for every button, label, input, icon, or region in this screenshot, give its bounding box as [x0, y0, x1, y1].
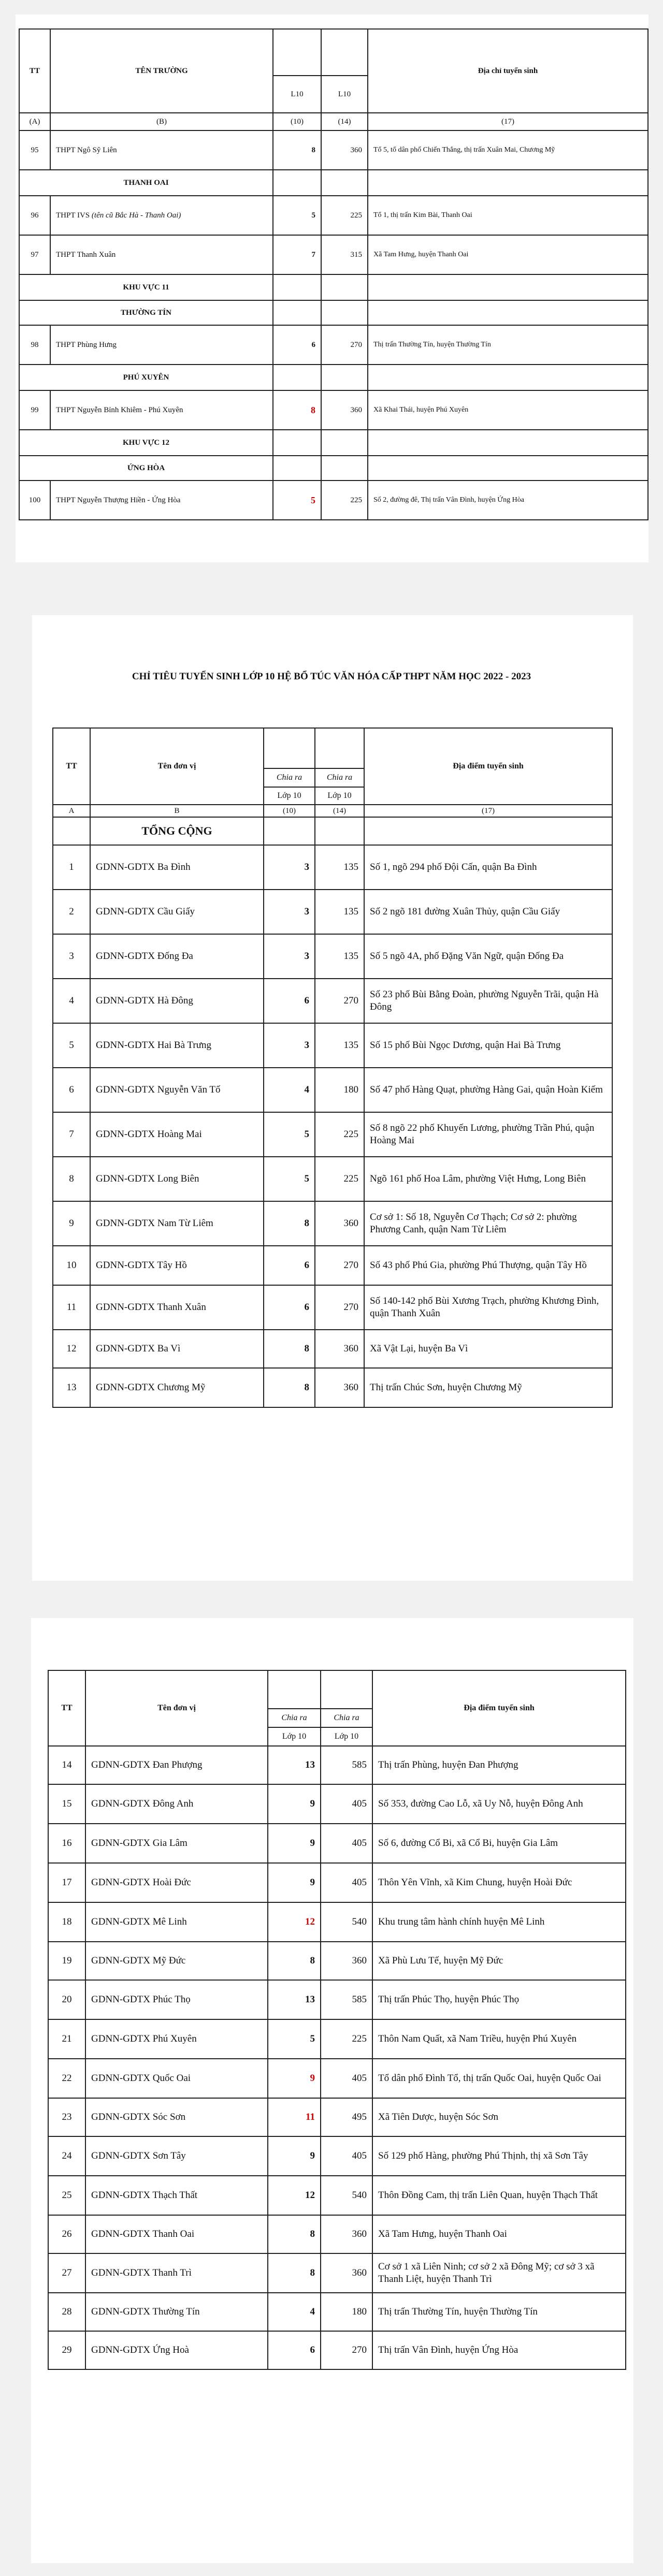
area-label: KHU VỰC 11 — [19, 274, 273, 300]
table-row — [53, 1068, 612, 1112]
row-address: Số 6, đường Cổ Bi, xã Cổ Bi, huyện Gia Lâm — [372, 1824, 626, 1863]
row-classes: 3 — [264, 934, 315, 979]
table-row — [53, 979, 612, 1023]
district-row — [19, 170, 648, 196]
row-unit-name: GDNN-GDTX Thanh Trì — [85, 2253, 268, 2293]
table-row — [53, 1023, 612, 1068]
row-students: 225 — [321, 481, 368, 520]
row-address: Số 15 phố Bùi Ngọc Dương, quận Hai Bà Trưng — [364, 1023, 612, 1068]
row-classes: 3 — [264, 845, 315, 890]
row-classes: 5 — [264, 1112, 315, 1157]
row-tt: 3 — [53, 934, 90, 979]
row-tt: 18 — [48, 1902, 85, 1942]
row-address: Số 23 phố Bùi Bằng Đoàn, phường Nguyễn Trãi, quận Hà Đông — [364, 979, 612, 1023]
row-unit-name: GDNN-GDTX Mê Linh — [85, 1902, 268, 1942]
row-unit-name: GDNN-GDTX Hoài Đức — [85, 1863, 268, 1902]
row-address: Số 353, đường Cao Lỗ, xã Uy Nỗ, huyện Đông Anh — [372, 1784, 626, 1824]
header-chiara-b: Chia ra — [321, 1709, 372, 1727]
row-classes: 8 — [264, 1201, 315, 1246]
row-address: Ngõ 161 phố Hoa Lâm, phường Việt Hưng, Long Biên — [364, 1157, 612, 1201]
code-10: (10) — [264, 805, 315, 817]
code-14: (14) — [321, 113, 368, 130]
table-row — [48, 1824, 626, 1863]
row-tt: 2 — [53, 890, 90, 934]
row-address: Số 8 ngõ 22 phố Khuyến Lương, phường Trần Phú, quận Hoàng Mai — [364, 1112, 612, 1157]
row-students: 360 — [321, 130, 368, 170]
row-classes: 9 — [268, 1784, 321, 1824]
gdtx-table-part1 — [52, 727, 613, 1408]
code-b: B — [90, 805, 264, 817]
row-students: 135 — [315, 934, 364, 979]
row-classes: 8 — [264, 1368, 315, 1407]
row-classes: 8 — [268, 1942, 321, 1980]
table-row — [48, 1863, 626, 1902]
table-row — [19, 196, 648, 235]
table-row — [48, 2253, 626, 2293]
row-school-name — [50, 196, 273, 235]
row-classes: 5 — [268, 2019, 321, 2059]
row-tt: 19 — [48, 1942, 85, 1980]
row-students: 270 — [315, 1246, 364, 1285]
row-students: 225 — [321, 2019, 372, 2059]
row-tt: 23 — [48, 2098, 85, 2136]
header-location: Địa điểm tuyển sinh — [364, 728, 612, 805]
row-tt: 12 — [53, 1330, 90, 1368]
row-unit-name: GDNN-GDTX Chương Mỹ — [90, 1368, 264, 1407]
school-name-text: THPT IVS — [56, 211, 90, 220]
row-address: Thôn Nam Quất, xã Nam Triều, huyện Phú Xuyên — [372, 2019, 626, 2059]
table-row — [19, 130, 648, 170]
row-address: Tổ 1, thị trấn Kim Bài, Thanh Oai — [368, 196, 648, 235]
code-10: (10) — [273, 113, 321, 130]
row-unit-name: GDNN-GDTX Nguyễn Văn Tố — [90, 1068, 264, 1112]
row-classes: 6 — [264, 1246, 315, 1285]
code-b: (B) — [50, 113, 273, 130]
row-tt: 100 — [19, 481, 50, 520]
row-students: 540 — [321, 2176, 372, 2215]
row-address: Số 140-142 phố Bùi Xương Trạch, phường Khương Đình, quận Thanh Xuân — [364, 1285, 612, 1330]
row-tt: 99 — [19, 390, 50, 430]
row-students: 225 — [315, 1112, 364, 1157]
row-address: Xã Vật Lại, huyện Ba Vì — [364, 1330, 612, 1368]
row-unit-name: GDNN-GDTX Ứng Hoà — [85, 2331, 268, 2369]
row-unit-name: GDNN-GDTX Phú Xuyên — [85, 2019, 268, 2059]
row-unit-name: GDNN-GDTX Sóc Sơn — [85, 2098, 268, 2136]
table-row — [53, 845, 612, 890]
table-row — [19, 390, 648, 430]
row-classes: 7 — [273, 235, 321, 274]
table-row — [53, 934, 612, 979]
row-tt: 6 — [53, 1068, 90, 1112]
row-tt: 16 — [48, 1824, 85, 1863]
row-classes: 8 — [273, 390, 321, 430]
table-row — [53, 1368, 612, 1407]
row-tt: 13 — [53, 1368, 90, 1407]
row-classes: 6 — [264, 979, 315, 1023]
row-unit-name: GDNN-GDTX Tây Hồ — [90, 1246, 264, 1285]
row-unit-name: GDNN-GDTX Đan Phượng — [85, 1746, 268, 1784]
row-classes: 9 — [268, 2136, 321, 2176]
school-table-top — [19, 28, 648, 520]
row-students: 360 — [321, 2215, 372, 2253]
row-tt: 1 — [53, 845, 90, 890]
row-students: 405 — [321, 1824, 372, 1863]
row-classes: 4 — [268, 2293, 321, 2331]
table-row — [19, 325, 648, 365]
row-tt: 4 — [53, 979, 90, 1023]
row-classes: 12 — [268, 1902, 321, 1942]
row-unit-name: GDNN-GDTX Đông Anh — [85, 1784, 268, 1824]
row-unit-name: GDNN-GDTX Mỹ Đức — [85, 1942, 268, 1980]
row-address: Thị trấn Chúc Sơn, huyện Chương Mỹ — [364, 1368, 612, 1407]
row-tt: 95 — [19, 130, 50, 170]
code-14: (14) — [315, 805, 364, 817]
header-location: Địa điểm tuyển sinh — [372, 1670, 626, 1746]
row-classes: 6 — [268, 2331, 321, 2369]
row-tt: 29 — [48, 2331, 85, 2369]
row-tt: 17 — [48, 1863, 85, 1902]
header-tt: TT — [53, 728, 90, 805]
header-l10-a: L10 — [273, 76, 321, 113]
row-school-name: THPT Nguyễn Bỉnh Khiêm - Phú Xuyên — [50, 390, 273, 430]
row-unit-name: GDNN-GDTX Hai Bà Trưng — [90, 1023, 264, 1068]
table-row — [48, 1980, 626, 2019]
row-address: Thị trấn Thường Tín, huyện Thường Tín — [372, 2293, 626, 2331]
row-students: 270 — [321, 2331, 372, 2369]
row-students: 225 — [315, 1157, 364, 1201]
row-tt: 9 — [53, 1201, 90, 1246]
row-tt: 20 — [48, 1980, 85, 2019]
row-students: 135 — [315, 1023, 364, 1068]
row-unit-name: GDNN-GDTX Sơn Tây — [85, 2136, 268, 2176]
row-unit-name: GDNN-GDTX Quốc Oai — [85, 2059, 268, 2098]
row-students: 405 — [321, 1863, 372, 1902]
code-a: (A) — [19, 113, 50, 130]
row-tt: 22 — [48, 2059, 85, 2098]
row-tt: 96 — [19, 196, 50, 235]
total-row — [53, 817, 612, 845]
table-row — [48, 1784, 626, 1824]
page-title: CHỈ TIÊU TUYỂN SINH LỚP 10 HỆ BỔ TÚC VĂN HÓA CẤP THPT NĂM HỌC 2022 - 2023 — [132, 671, 531, 682]
district-label: THANH OAI — [19, 170, 273, 196]
row-tt: 27 — [48, 2253, 85, 2293]
row-address: Cơ sở 1 xã Liên Ninh; cơ sở 2 xã Đông Mỹ; cơ sở 3 xã Thanh Liệt, huyện Thanh Trì — [372, 2253, 626, 2293]
row-unit-name: GDNN-GDTX Gia Lâm — [85, 1824, 268, 1863]
row-classes: 6 — [273, 325, 321, 365]
area-label: KHU VỰC 12 — [19, 430, 273, 456]
row-unit-name: GDNN-GDTX Ba Đình — [90, 845, 264, 890]
district-label: THƯỜNG TÍN — [19, 300, 273, 325]
row-students: 540 — [321, 1902, 372, 1942]
row-classes: 8 — [264, 1330, 315, 1368]
school-name-note: (tên cũ Bắc Hà - Thanh Oai) — [91, 211, 181, 220]
row-address: Xã Khai Thái, huyện Phú Xuyên — [368, 390, 648, 430]
row-school-name: THPT Phùng Hưng — [50, 325, 273, 365]
row-address: Xã Phù Lưu Tế, huyện Mỹ Đức — [372, 1942, 626, 1980]
table-row — [48, 1746, 626, 1784]
row-students: 270 — [315, 1285, 364, 1330]
row-classes: 8 — [268, 2215, 321, 2253]
row-students: 135 — [315, 890, 364, 934]
row-classes: 8 — [273, 130, 321, 170]
row-classes: 3 — [264, 890, 315, 934]
row-students: 135 — [315, 845, 364, 890]
header-lop10-b: Lớp 10 — [321, 1727, 372, 1746]
row-unit-name: GDNN-GDTX Hoàng Mai — [90, 1112, 264, 1157]
row-address: Số 5 ngõ 4A, phố Đặng Văn Ngữ, quận Đống Đa — [364, 934, 612, 979]
area-row — [19, 430, 648, 456]
header-lop10-a: Lớp 10 — [264, 787, 315, 805]
row-unit-name: GDNN-GDTX Phúc Thọ — [85, 1980, 268, 2019]
code-17: (17) — [368, 113, 648, 130]
row-unit-name: GDNN-GDTX Ba Vì — [90, 1330, 264, 1368]
row-tt: 14 — [48, 1746, 85, 1784]
header-chiara-b: Chia ra — [315, 768, 364, 787]
row-students: 360 — [321, 390, 368, 430]
row-classes: 5 — [273, 481, 321, 520]
row-classes: 6 — [264, 1285, 315, 1330]
table-row — [53, 890, 612, 934]
district-label: ỨNG HÒA — [19, 456, 273, 481]
row-address: Xã Tiên Dược, huyện Sóc Sơn — [372, 2098, 626, 2136]
row-address: Số 2, đường đê, Thị trấn Vân Đình, huyện Ứng Hòa — [368, 481, 648, 520]
table-row — [19, 481, 648, 520]
row-students: 270 — [321, 325, 368, 365]
table-row — [48, 1942, 626, 1980]
table-row — [48, 2331, 626, 2369]
table-row — [48, 2059, 626, 2098]
table-row — [48, 2176, 626, 2215]
header-address: Địa chỉ tuyển sinh — [368, 29, 648, 113]
code-17: (17) — [364, 805, 612, 817]
row-classes: 9 — [268, 1824, 321, 1863]
code-a: A — [53, 805, 90, 817]
table-row — [48, 2019, 626, 2059]
row-tt: 97 — [19, 235, 50, 274]
row-address: Xã Tam Hưng, huyện Thanh Oai — [368, 235, 648, 274]
row-students: 360 — [315, 1201, 364, 1246]
table-row — [48, 2215, 626, 2253]
row-address: Số 1, ngõ 294 phố Đội Cấn, quận Ba Đình — [364, 845, 612, 890]
row-tt: 8 — [53, 1157, 90, 1201]
row-tt: 5 — [53, 1023, 90, 1068]
table-row — [48, 2293, 626, 2331]
row-tt: 98 — [19, 325, 50, 365]
total-label: TỔNG CỘNG — [90, 817, 264, 845]
row-classes: 13 — [268, 1980, 321, 2019]
row-tt: 28 — [48, 2293, 85, 2331]
header-unit-name: Tên đơn vị — [85, 1670, 268, 1746]
row-students: 360 — [321, 2253, 372, 2293]
row-unit-name: GDNN-GDTX Thường Tín — [85, 2293, 268, 2331]
table-row — [48, 1902, 626, 1942]
row-tt: 10 — [53, 1246, 90, 1285]
row-unit-name: GDNN-GDTX Cầu Giấy — [90, 890, 264, 934]
row-unit-name: GDNN-GDTX Thạch Thất — [85, 2176, 268, 2215]
row-students: 585 — [321, 1980, 372, 2019]
row-students: 360 — [321, 1942, 372, 1980]
row-school-name: THPT Nguyễn Thượng Hiền - Ứng Hòa — [50, 481, 273, 520]
row-students: 360 — [315, 1330, 364, 1368]
table-row — [53, 1157, 612, 1201]
row-tt: 24 — [48, 2136, 85, 2176]
row-unit-name: GDNN-GDTX Thanh Oai — [85, 2215, 268, 2253]
row-classes: 3 — [264, 1023, 315, 1068]
table-row — [53, 1112, 612, 1157]
table-row — [19, 235, 648, 274]
row-address: Số 129 phố Hàng, phường Phú Thịnh, thị xã Sơn Tây — [372, 2136, 626, 2176]
row-address: Khu trung tâm hành chính huyện Mê Linh — [372, 1902, 626, 1942]
row-address: Cơ sở 1: Số 18, Nguyễn Cơ Thạch; Cơ sở 2: phường Phương Canh, quận Nam Từ Liêm — [364, 1201, 612, 1246]
row-unit-name: GDNN-GDTX Nam Từ Liêm — [90, 1201, 264, 1246]
row-classes: 13 — [268, 1746, 321, 1784]
district-row — [19, 365, 648, 390]
row-classes: 5 — [273, 196, 321, 235]
row-school-name: THPT Ngô Sỹ Liên — [50, 130, 273, 170]
table-row — [53, 1246, 612, 1285]
row-students: 315 — [321, 235, 368, 274]
row-students: 180 — [315, 1068, 364, 1112]
row-students: 405 — [321, 2136, 372, 2176]
row-address: Số 47 phố Hàng Quạt, phường Hàng Gai, quận Hoàn Kiếm — [364, 1068, 612, 1112]
row-unit-name: GDNN-GDTX Đống Đa — [90, 934, 264, 979]
header-lop10-b: Lớp 10 — [315, 787, 364, 805]
header-unit-name: Tên đơn vị — [90, 728, 264, 805]
header-chiara-a: Chia ra — [264, 768, 315, 787]
row-tt: 15 — [48, 1784, 85, 1824]
table-row — [48, 2098, 626, 2136]
row-classes: 11 — [268, 2098, 321, 2136]
row-school-name: THPT Thanh Xuân — [50, 235, 273, 274]
header-tt: TT — [48, 1670, 85, 1746]
row-classes: 12 — [268, 2176, 321, 2215]
row-students: 360 — [315, 1368, 364, 1407]
gdtx-table-part2 — [48, 1670, 626, 2370]
row-classes: 9 — [268, 1863, 321, 1902]
district-row — [19, 456, 648, 481]
row-students: 405 — [321, 1784, 372, 1824]
row-address: Số 43 phố Phú Gia, phường Phú Thượng, quận Tây Hồ — [364, 1246, 612, 1285]
row-tt: 21 — [48, 2019, 85, 2059]
row-address: Thị trấn Vân Đình, huyện Ứng Hòa — [372, 2331, 626, 2369]
header-school-name: TÊN TRƯỜNG — [50, 29, 273, 113]
row-students: 405 — [321, 2059, 372, 2098]
row-unit-name: GDNN-GDTX Thanh Xuân — [90, 1285, 264, 1330]
row-classes: 4 — [264, 1068, 315, 1112]
row-address: Thôn Yên Vĩnh, xã Kim Chung, huyện Hoài Đức — [372, 1863, 626, 1902]
row-classes: 5 — [264, 1157, 315, 1201]
table-row — [48, 2136, 626, 2176]
row-tt: 7 — [53, 1112, 90, 1157]
row-tt: 11 — [53, 1285, 90, 1330]
row-address: Thôn Đồng Cam, thị trấn Liên Quan, huyện Thạch Thất — [372, 2176, 626, 2215]
header-tt: TT — [19, 29, 50, 113]
area-row — [19, 274, 648, 300]
row-address: Thị trấn Phùng, huyện Đan Phượng — [372, 1746, 626, 1784]
row-address: Số 2 ngõ 181 đường Xuân Thủy, quận Cầu Giấy — [364, 890, 612, 934]
row-classes: 9 — [268, 2059, 321, 2098]
row-students: 180 — [321, 2293, 372, 2331]
row-tt: 25 — [48, 2176, 85, 2215]
table-row — [53, 1285, 612, 1330]
header-l10-b: L10 — [321, 76, 368, 113]
row-tt: 26 — [48, 2215, 85, 2253]
district-row — [19, 300, 648, 325]
row-address: Thị trấn Thường Tín, huyện Thường Tín — [368, 325, 648, 365]
row-unit-name: GDNN-GDTX Long Biên — [90, 1157, 264, 1201]
row-classes: 8 — [268, 2253, 321, 2293]
header-lop10-a: Lớp 10 — [268, 1727, 321, 1746]
table-row — [53, 1201, 612, 1246]
row-address: Thị trấn Phúc Thọ, huyện Phúc Thọ — [372, 1980, 626, 2019]
table-row — [53, 1330, 612, 1368]
row-students: 225 — [321, 196, 368, 235]
row-address: Tổ 5, tổ dân phố Chiến Thắng, thị trấn Xuân Mai, Chương Mỹ — [368, 130, 648, 170]
row-address: Tổ dân phố Đình Tổ, thị trấn Quốc Oai, huyện Quốc Oai — [372, 2059, 626, 2098]
row-address: Xã Tam Hưng, huyện Thanh Oai — [372, 2215, 626, 2253]
district-label: PHÚ XUYÊN — [19, 365, 273, 390]
header-chiara-a: Chia ra — [268, 1709, 321, 1727]
row-students: 495 — [321, 2098, 372, 2136]
row-students: 585 — [321, 1746, 372, 1784]
row-unit-name: GDNN-GDTX Hà Đông — [90, 979, 264, 1023]
row-students: 270 — [315, 979, 364, 1023]
